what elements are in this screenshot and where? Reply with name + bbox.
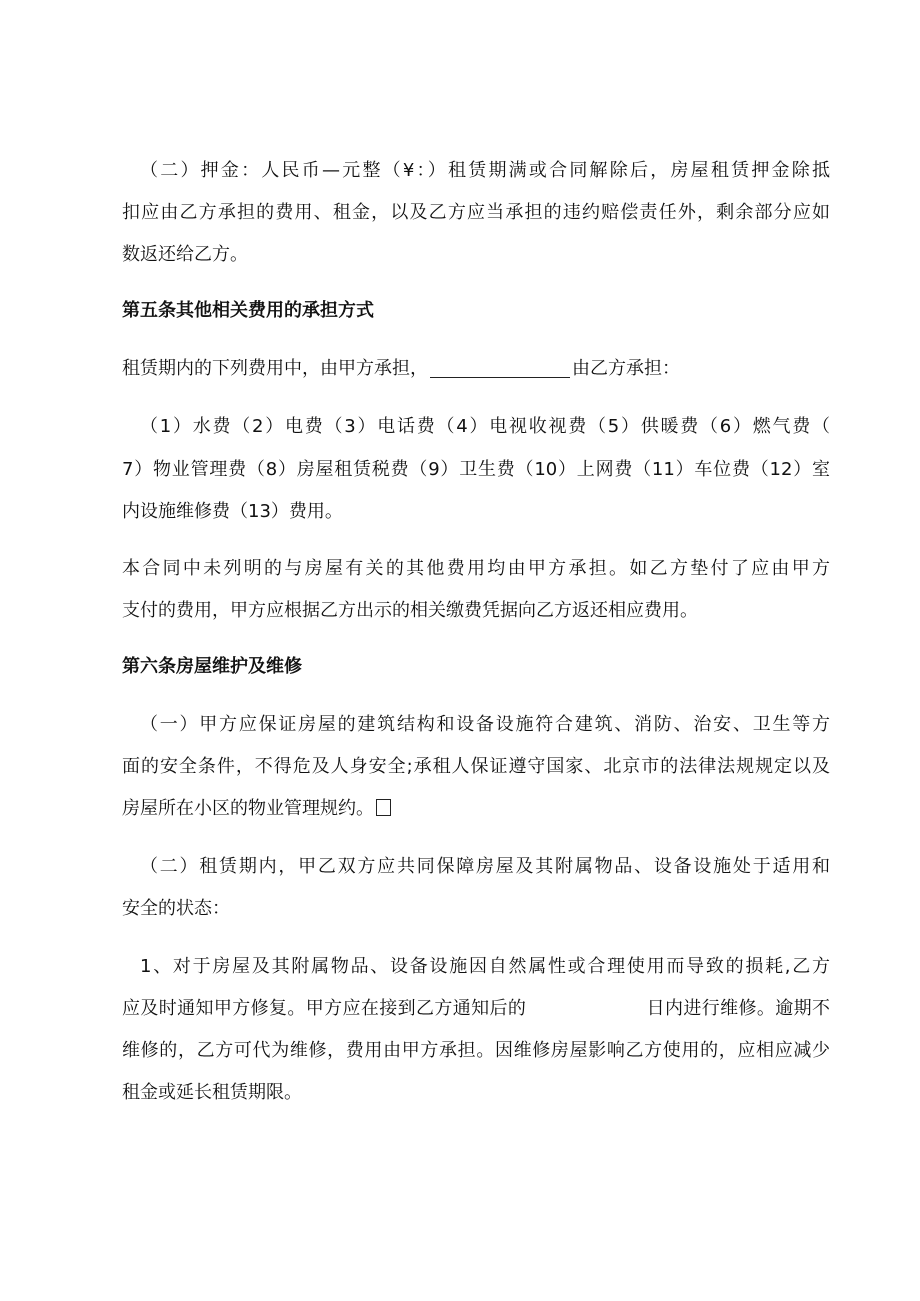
article-5-heading: 第五条其他相关费用的承担方式 xyxy=(122,300,374,321)
maintenance-p3-part-a: 应及时通知甲方修复。甲方应在接到乙方通知后的 xyxy=(122,998,527,1019)
fees-line-2: 7）物业管理费（8）房屋租赁税费（9）卫生费（10）上网费（11）车位费（12）室 xyxy=(122,459,830,480)
maintenance-p1-text: 房屋所在小区的物业管理规约。 xyxy=(122,798,374,819)
maintenance-p2-line-1: （二）租赁期内，甲乙双方应共同保障房屋及其附属物品、设备设施处于适用和 xyxy=(140,856,830,877)
maintenance-p3-line-4: 租金或延长租赁期限。 xyxy=(122,1082,302,1103)
article-6-heading: 第六条房屋维护及维修 xyxy=(122,656,302,677)
fee-intro-part-b: 由乙方承担： xyxy=(572,358,680,379)
maintenance-p1-line-2: 面的安全条件，不得危及人身安全;承租人保证遵守国家、北京市的法律法规规定以及 xyxy=(122,756,830,777)
deposit-line-3: 数返还给乙方。 xyxy=(122,244,248,265)
blank-underline xyxy=(430,359,570,378)
other-fees-line-2: 支付的费用，甲方应根据乙方出示的相关缴费凭据向乙方返还相应费用。 xyxy=(122,600,698,621)
maintenance-p3-line-3: 维修的，乙方可代为维修，费用由甲方承担。因维修房屋影响乙方使用的，应相应减少 xyxy=(122,1040,830,1061)
deposit-line-2: 扣应由乙方承担的费用、租金，以及乙方应当承担的违约赔偿责任外，剩余部分应如 xyxy=(122,202,830,223)
fees-line-3: 内设施维修费（13）费用。 xyxy=(122,501,343,522)
deposit-line-1: （二）押金：人民币—元整（¥：）租赁期满或合同解除后，房屋租赁押金除抵 xyxy=(140,160,830,181)
maintenance-p3-line-2 xyxy=(122,996,830,1022)
maintenance-p1-line-3 xyxy=(122,796,830,822)
maintenance-p2-line-2: 安全的状态： xyxy=(122,898,230,919)
maintenance-p1-line-1: （一）甲方应保证房屋的建筑结构和设备设施符合建筑、消防、治安、卫生等方 xyxy=(140,714,830,735)
maintenance-p3-part-b: 日内进行维修。逾期不 xyxy=(646,998,830,1019)
fee-intro xyxy=(122,356,830,382)
maintenance-p3-line-1: 1、对于房屋及其附属物品、设备设施因自然属性或合理使用而导致的损耗,乙方 xyxy=(140,956,830,977)
fees-line-1: （1）水费（2）电费（3）电话费（4）电视收视费（5）供暖费（6）燃气费（ xyxy=(140,416,830,437)
checkbox-square-icon xyxy=(376,799,391,816)
fee-intro-part-a: 租赁期内的下列费用中，由甲方承担， xyxy=(122,358,428,379)
other-fees-line-1: 本合同中未列明的与房屋有关的其他费用均由甲方承担。如乙方垫付了应由甲方 xyxy=(122,558,830,579)
